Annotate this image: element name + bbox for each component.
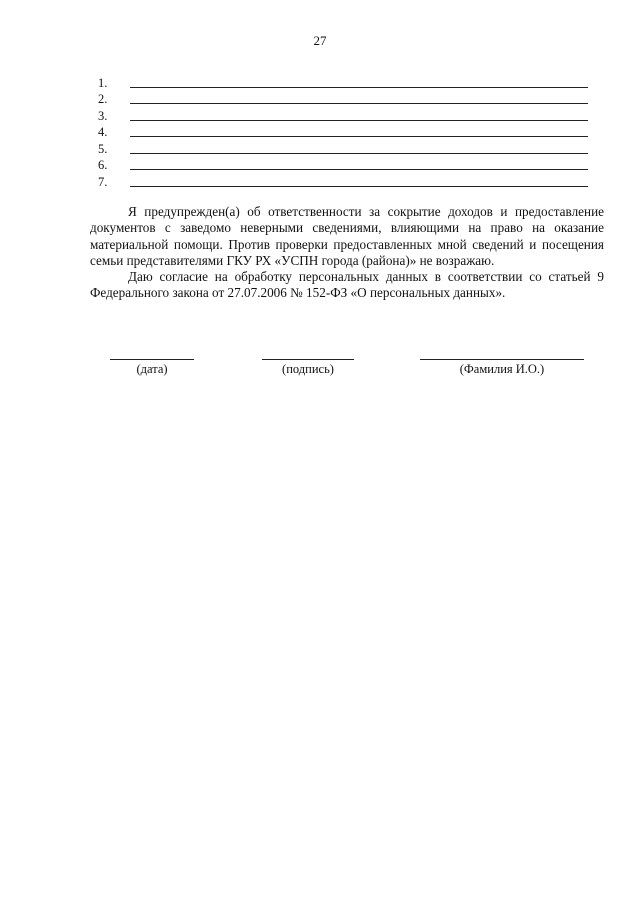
line-underscore — [130, 78, 588, 88]
data-consent-paragraph: Даю согласие на обработку персональных данных в соответствии со статьей 9 Федерального закона от 27.07.2006 № 152-ФЗ «О персональных данных». — [90, 269, 604, 301]
line-underscore — [130, 94, 588, 104]
signature-line[interactable] — [262, 359, 354, 360]
line-number: 7. — [98, 174, 108, 189]
line-number: 3. — [98, 108, 108, 123]
line-underscore — [130, 177, 588, 187]
line-underscore — [130, 144, 588, 154]
blank-line-4[interactable] — [98, 123, 588, 140]
page-number: 27 — [313, 33, 327, 48]
blank-line-1[interactable] — [98, 73, 588, 90]
date-label: (дата) — [136, 362, 168, 376]
blank-line-5[interactable] — [98, 139, 588, 156]
line-number: 2. — [98, 92, 108, 106]
line-number: 6. — [98, 158, 108, 172]
line-number: 5. — [98, 141, 108, 156]
line-number: 4. — [98, 125, 108, 139]
blank-line-3[interactable] — [98, 106, 588, 123]
line-underscore — [130, 127, 588, 137]
line-number: 1. — [98, 75, 108, 90]
blank-line-2[interactable] — [98, 90, 588, 107]
signature-label: (подпись) — [282, 362, 334, 376]
blank-line-7[interactable] — [98, 172, 588, 189]
line-underscore — [130, 111, 588, 121]
numbered-blank-lines — [98, 73, 588, 189]
responsibility-warning-paragraph: Я предупрежден(а) об ответственности за сокрытие доходов и предоставление документов с заведомо неверными сведениями, влияющими на право на оказание материальной помощи. Против проверки предоставленных мной сведений и посещения семьи представителями ГКУ РХ «УСПН города (района)» не возражаю. — [90, 204, 604, 268]
full-name-label: (Фамилия И.О.) — [459, 362, 545, 376]
full-name-line[interactable] — [420, 359, 584, 360]
blank-line-6[interactable] — [98, 156, 588, 173]
line-underscore — [130, 160, 588, 170]
date-signature-line[interactable] — [110, 359, 194, 360]
